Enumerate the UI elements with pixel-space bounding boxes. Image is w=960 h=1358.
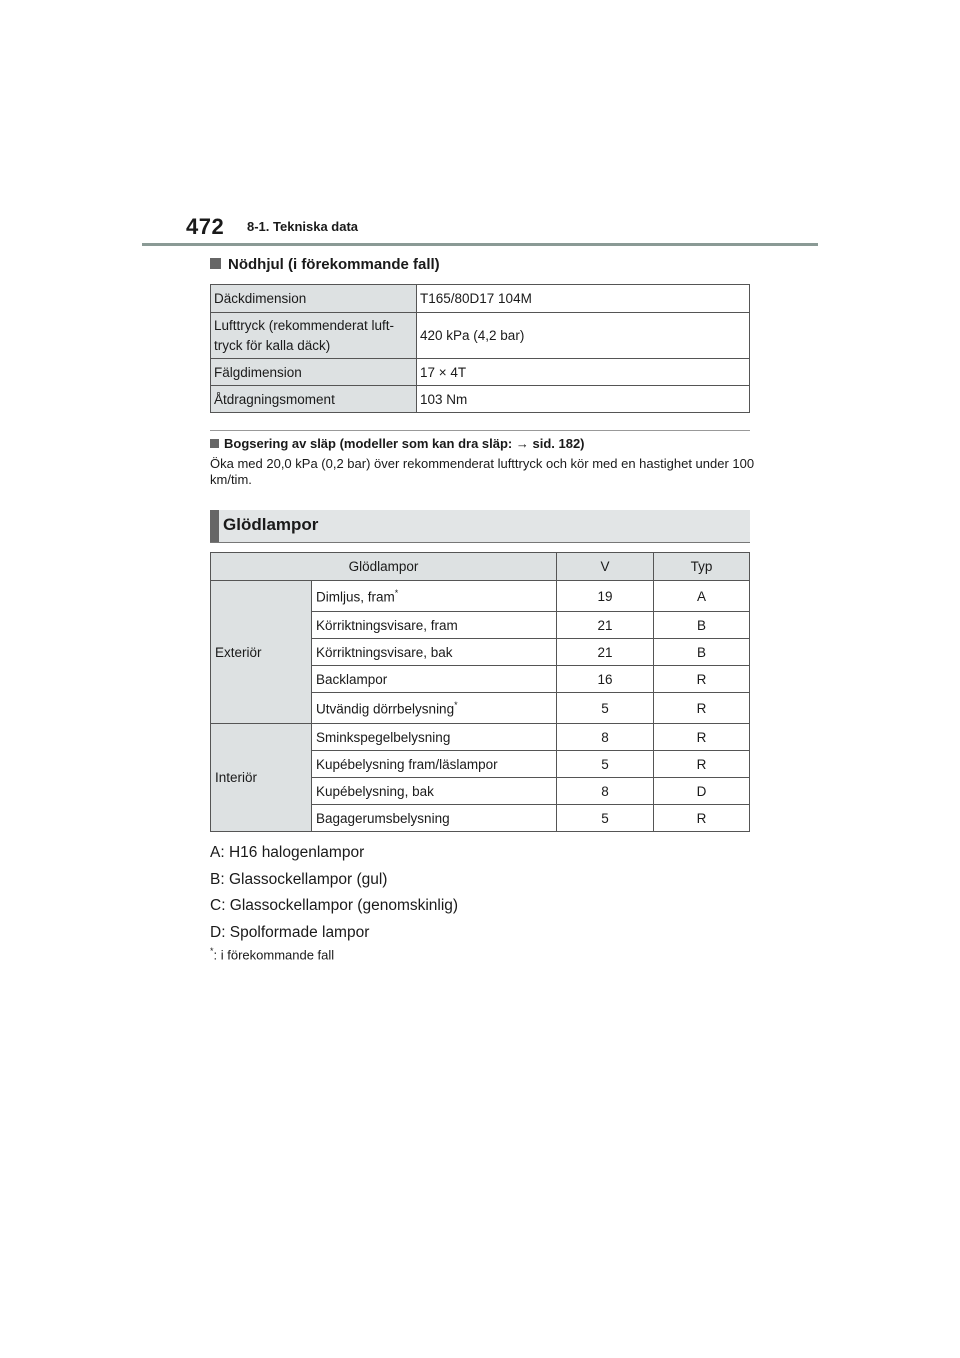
bulb-name: Körriktningsvisare, fram (312, 612, 557, 639)
spare-wheel-table (210, 284, 750, 413)
bulbs-table (210, 552, 750, 832)
footnote-marker: * (210, 946, 214, 956)
square-bullet-icon (210, 439, 219, 448)
bulb-name: Utvändig dörrbelysning* (312, 693, 557, 724)
bulb-voltage: 5 (557, 751, 654, 778)
bulb-voltage: 21 (557, 612, 654, 639)
bulb-type: D (654, 778, 750, 805)
legend-item: D: Spolformade lampor (210, 923, 370, 941)
table-row (211, 581, 750, 612)
bulb-voltage: 16 (557, 666, 654, 693)
table-cell-value: 17 × 4T (417, 359, 750, 386)
bulb-voltage: 8 (557, 724, 654, 751)
table-cell-label: Däckdimension (211, 285, 417, 313)
towing-heading: Bogsering av släp (modeller som kan dra släp: → sid. 182) (210, 436, 585, 451)
column-header: V (557, 553, 654, 581)
square-bullet-icon (210, 258, 221, 269)
header-rule (142, 243, 818, 246)
bulb-name: Kupébelysning, bak (312, 778, 557, 805)
bulb-type: B (654, 612, 750, 639)
table-header-row (211, 553, 750, 581)
bulb-voltage: 21 (557, 639, 654, 666)
section-divider (210, 430, 750, 431)
footnote: *: i förekommande fall (210, 946, 335, 963)
bulb-type: R (654, 805, 750, 832)
bulb-type: R (654, 751, 750, 778)
table-row (211, 724, 750, 751)
section-label: 8-1. Tekniska data (247, 219, 359, 234)
bulb-type: R (654, 693, 750, 724)
table-cell-value: T165/80D17 104M (417, 285, 750, 313)
table-cell-label: Fälgdimension (211, 359, 417, 386)
bulb-name: Sminkspegelbelysning (312, 724, 557, 751)
table-cell-label (211, 313, 417, 359)
legend-item: A: H16 halogenlampor (210, 844, 365, 861)
label-line: Lufttryck (rekommenderat luft- (214, 317, 395, 333)
bulb-voltage: 5 (557, 805, 654, 832)
table-row (211, 285, 750, 313)
bulb-name: Dimljus, fram* (312, 581, 557, 612)
legend-item: C: Glassockellampor (genomskinlig) (210, 897, 459, 914)
towing-text: Öka med 20,0 kPa (0,2 bar) över rekommenderat lufttryck och kör med en hastighet under 100 km/tim. (210, 456, 755, 487)
section-accent (210, 510, 219, 542)
table-cell-value: 103 Nm (417, 386, 750, 413)
bulb-name: Kupébelysning fram/läslampor (312, 751, 557, 778)
legend-item: B: Glassockellampor (gul) (210, 870, 388, 888)
footnote-marker: * (454, 699, 458, 710)
bulb-type: R (654, 666, 750, 693)
footnote-marker: * (394, 587, 399, 598)
label-line: tryck för kalla däck) (214, 337, 331, 353)
bulb-name: Körriktningsvisare, bak (312, 639, 557, 666)
spare-wheel-heading: Nödhjul (i förekommande fall) (210, 256, 440, 273)
table-row (211, 359, 750, 386)
bulb-voltage: 8 (557, 778, 654, 805)
table-row (211, 386, 750, 413)
bulb-voltage: 19 (557, 581, 654, 612)
bulb-name: Bagagerumsbelysning (312, 805, 557, 832)
page-number: 472 (186, 214, 225, 239)
bulbs-section-bar (210, 510, 750, 543)
column-header: Typ (654, 553, 750, 581)
bulb-type: R (654, 724, 750, 751)
group-label-interior: Interiör (211, 724, 312, 832)
bulb-type: B (654, 639, 750, 666)
bulb-voltage: 5 (557, 693, 654, 724)
column-header: Glödlampor (211, 553, 557, 581)
table-cell-label: Åtdragningsmoment (211, 386, 417, 413)
bulb-name: Backlampor (312, 666, 557, 693)
table-row (211, 313, 750, 359)
section-title: Glödlampor (223, 515, 319, 534)
group-label-exterior: Exteriör (211, 581, 312, 724)
bulb-type: A (654, 581, 750, 612)
table-cell-value: 420 kPa (4,2 bar) (417, 313, 750, 359)
bulb-type-legend (210, 840, 458, 946)
